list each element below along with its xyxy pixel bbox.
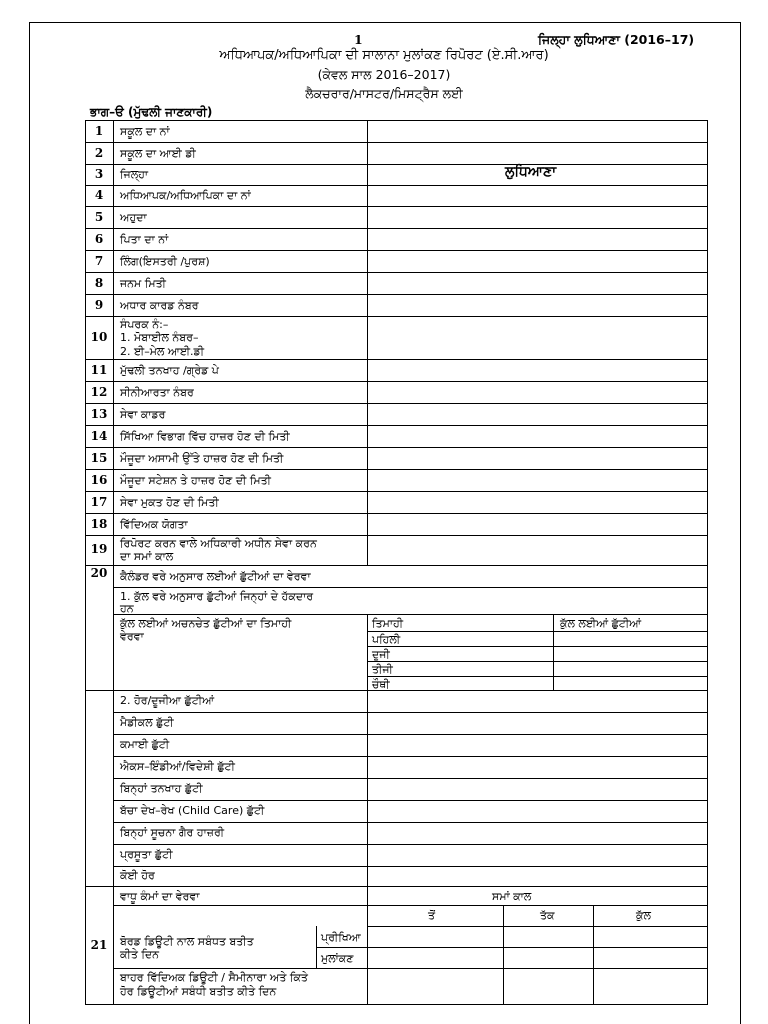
row-label-service-period: ਰਿਪੋਰਟ ਕਰਨ ਵਾਲੇ ਅਧਿਕਾਰੀ ਅਧੀਨ ਸੇਵਾ ਕਰਨ	[120, 537, 317, 550]
leave-medical: ਮੈਡੀਕਲ ਛੁੱਟੀ	[120, 716, 174, 729]
row-label-father-name: ਪਿਤਾ ਦਾ ਨਾਂ	[120, 233, 169, 246]
row-label-joining-dept: ਸਿੱਖਿਆ ਵਿਭਾਗ ਵਿੱਚ ਹਾਜ਼ਰ ਹੋਣ ਦੀ ਮਿਤੀ	[120, 430, 290, 443]
row-label-district: ਜਿਲ੍ਹਾ	[120, 168, 149, 181]
outside-duty-label-2: ਹੋਰ ਡਿਊਟੀਆਂ ਸਬੰਧੀ ਬਤੀਤ ਕੀਤੇ ਦਿਨ	[120, 985, 277, 998]
entitled-leaves-label-2: ਹਨ	[120, 602, 134, 615]
row-label-service-period-2: ਦਾ ਸਮਾਂ ਕਾਲ	[120, 550, 174, 563]
leave-ex-india: ਐਕਸ–ਇੰਡੀਆਂ/ਵਿਦੇਸ਼ੀ ਛੁੱਟੀ	[120, 760, 235, 773]
row-number: 16	[90, 473, 108, 487]
evaluation-label: ਮੁਲਾਂਕਣ	[321, 952, 354, 965]
row-number: 6	[94, 232, 104, 246]
row-label-retirement: ਸੇਵਾ ਮੁਕਤ ਹੋਣ ਦੀ ਮਿਤੀ	[120, 496, 219, 509]
extra-work-label: ਵਾਧੂ ਕੰਮਾਂ ਦਾ ਵੇਰਵਾ	[120, 890, 200, 903]
row-number: 19	[90, 542, 108, 556]
row-number: 11	[90, 363, 108, 377]
casual-leaves-label: ਕੁੱਲ ਲਈਆਂ ਅਚਨਚੇਤ ਛੁੱਟੀਆਂ ਦਾ ਤਿਮਾਹੀ	[120, 617, 292, 630]
row-number: 7	[94, 254, 104, 268]
row-label-cadre: ਸੇਵਾ ਕਾਡਰ	[120, 408, 166, 421]
leave-maternity: ਪ੍ਰਸੂਤਾ ਛੁੱਟੀ	[120, 848, 173, 861]
row-label-qualification: ਵਿੱਦਿਅਕ ਯੋਗਤਾ	[120, 518, 188, 531]
row-number: 21	[90, 938, 108, 952]
row-number: 14	[90, 429, 108, 443]
row-number: 2	[94, 146, 104, 160]
section-heading: ਭਾਗ–ੳ (ਮੁੱਢਲੀ ਜਾਣਕਾਰੀ)	[90, 105, 213, 119]
district-year: ਜਿਲ੍ਹਾ ਲੁਧਿਆਣਾ (2016–17)	[538, 32, 695, 47]
row-number: 12	[90, 385, 108, 399]
row-label-dob: ਜਨਮ ਮਿਤੀ	[120, 277, 166, 290]
other-leaves-heading: 2. ਹੋਰ/ਦੂਜੀਆ ਛੁੱਟੀਆਂ	[120, 694, 215, 707]
outside-duty-label: ਬਾਹਰ ਵਿੱਦਿਅਕ ਡਿਊਟੀ / ਸੈਮੀਨਾਰਾ ਅਤੇ ਕਿਤੇ	[120, 971, 308, 984]
leave-earned: ਕਮਾਈ ਛੁੱਟੀ	[120, 738, 170, 751]
row-label-email: 2. ਈ–ਮੇਲ ਆਈ.ਡੀ	[120, 345, 205, 358]
row-number: 4	[94, 188, 104, 202]
row-number: 3	[94, 167, 104, 181]
quarter-second: ਦੂਜੀ	[372, 648, 390, 661]
quarter-third: ਤੀਜੀ	[372, 663, 393, 676]
entitled-leaves-label: 1. ਕੁੱਲ ਵਰੇ ਅਨੁਸਾਰ ਛੁੱਟੀਆਂ ਜਿਨ੍ਹਾਂ ਦੇ ਹੱਕਦਾਰ	[120, 590, 314, 603]
exam-label: ਪ੍ਰੀਖਿਆ	[321, 931, 361, 944]
row-number: 9	[94, 298, 104, 312]
casual-leaves-label-2: ਵੇਰਵਾ	[120, 630, 144, 643]
quarter-fourth: ਚੌਥੀ	[372, 678, 390, 691]
leave-child-care: ਬੱਚਾ ਦੇਖ–ਰੇਖ (Child Care) ਛੁੱਟੀ	[120, 804, 265, 817]
leave-other: ਕੋਈ ਹੋਰ	[120, 869, 155, 882]
row-number: 10	[90, 330, 108, 344]
form-title: ਅਧਿਆਪਕ/ਅਧਿਆਪਿਕਾ ਦੀ ਸਾਲਾਨਾ ਮੁਲਾਂਕਣ ਰਿਪੋਰਟ (ਏ.ਸੀ.ਆਰ)	[219, 48, 549, 63]
row-number: 15	[90, 451, 108, 465]
leave-without-pay: ਬਿਨ੍ਹਾਂ ਤਨਖਾਹ ਛੁੱਟੀ	[120, 782, 203, 795]
total-leaves-header: ਕੁੱਲ ਲਈਆਂ ਛੁੱਟੀਆਂ	[560, 617, 642, 630]
row-label-mobile: 1. ਮੋਬਾਈਲ ਨੰਬਰ–	[120, 331, 199, 344]
row-label-teacher-name: ਅਧਿਆਪਕ/ਅਧਿਆਪਿਕਾ ਦਾ ਨਾਂ	[120, 189, 251, 202]
page-number: 1	[354, 32, 363, 47]
leave-unauthorized-absence: ਬਿਨ੍ਹਾਂ ਸੂਚਨਾ ਗੈਰ ਹਾਜ਼ਰੀ	[120, 826, 225, 839]
form-subtitle-for: ਲੈਕਚਰਾਰ/ਮਾਸਟਰ/ਮਿਸਟ੍ਰੈਸ ਲਈ	[305, 86, 463, 101]
quarter-first: ਪਹਿਲੀ	[372, 633, 401, 646]
row-number: 13	[90, 407, 108, 421]
row-label-aadhaar: ਅਧਾਰ ਕਾਰਡ ਨੰਬਰ	[120, 299, 199, 312]
board-duty-label-2: ਕੀਤੇ ਦਿਨ	[120, 948, 160, 961]
row-number: 5	[94, 210, 104, 224]
row-label-joining-station: ਮੌਜੂਦਾ ਸਟੇਸ਼ਨ ਤੇ ਹਾਜ਼ਰ ਹੋਣ ਦੀ ਮਿਤੀ	[120, 474, 271, 487]
row-number: 1	[94, 124, 104, 138]
row-number: 18	[90, 517, 108, 531]
to-label: ਤੱਕ	[540, 909, 555, 922]
row-number: 20	[90, 566, 108, 580]
form-subtitle-year: (ਕੇਵਲ ਸਾਲ 2016–2017)	[317, 67, 451, 82]
district-value: ਲੁਧਿਆਣਾ	[505, 164, 557, 180]
row-label-gender: ਲਿੰਗ(ਇਸਤਰੀ /ਪੁਰਸ਼)	[120, 255, 210, 268]
row-label-seniority: ਸੀਨੀਆਰਤਾ ਨੰਬਰ	[120, 386, 194, 399]
board-duty-label: ਬੋਰਡ ਡਿਊਟੀ ਨਾਲ ਸਬੰਧਤ ਬਤੀਤ	[120, 935, 254, 948]
from-label: ਤੋਂ	[428, 909, 436, 922]
row-label-school-name: ਸਕੂਲ ਦਾ ਨਾਂ	[120, 125, 170, 138]
row-label-joining-post: ਮੌਜੂਦਾ ਅਸਾਮੀ ਉੱਤੇ ਹਾਜ਼ਰ ਹੋਣ ਦੀ ਮਿਤੀ	[120, 452, 284, 465]
total-label: ਕੁੱਲ	[636, 909, 651, 922]
leave-section-title: ਕੈਲੰਡਰ ਵਰੇ ਅਨੁਸਾਰ ਲਈਆਂ ਛੁੱਟੀਆਂ ਦਾ ਵੇਰਵਾ	[120, 570, 311, 583]
row-number: 8	[94, 276, 104, 290]
row-label-designation: ਅਹੁਦਾ	[120, 211, 147, 224]
row-label-school-id: ਸਕੂਲ ਦਾ ਆਈ ਡੀ	[120, 147, 196, 160]
row-number: 17	[90, 495, 108, 509]
quarter-header: ਤਿਮਾਹੀ	[372, 617, 404, 630]
row-label-basic-pay: ਮੁੱਢਲੀ ਤਨਖਾਹ /ਗ੍ਰੇਡ ਪੇ	[120, 364, 219, 377]
row-label-contact: ਸੰਪਰਕ ਨੰ:–	[120, 318, 169, 331]
time-period-label: ਸਮਾਂ ਕਾਲ	[492, 890, 532, 903]
